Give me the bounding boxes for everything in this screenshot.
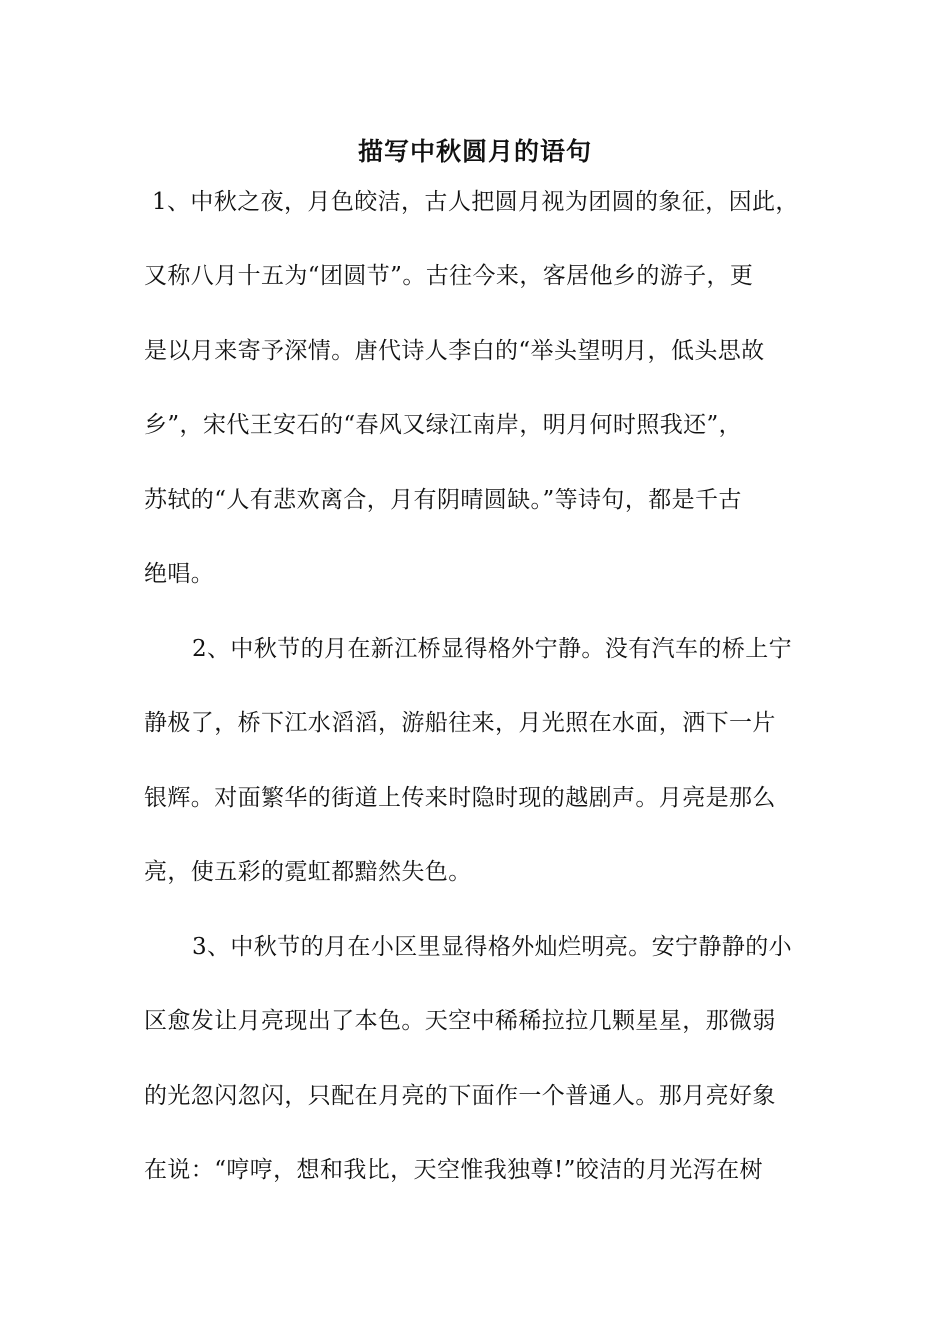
text-line: 1、中秋之夜，月色皎洁，古人把圆月视为团圆的象征，因此， [152,189,799,215]
text-line: 3、中秋节的月在小区里显得格外灿烂明亮。安宁静静的小 [192,934,793,960]
document-title: 描写中秋圆月的语句 [357,137,592,166]
text-line: 苏轼的“人有悲欢离合，月有阴晴圆缺。”等诗句，都是千古 [144,487,742,513]
text-line: 的光忽闪忽闪，只配在月亮的下面作一个普通人。那月亮好象 [144,1083,776,1109]
text-line: 绝唱。 [144,561,215,587]
text-line: 静极了，桥下江水滔滔，游船往来，月光照在水面，洒下一片 [144,710,776,736]
text-line: 区愈发让月亮现出了本色。天空中稀稀拉拉几颗星星，那微弱 [144,1008,776,1034]
text-line: 2、中秋节的月在新江桥显得格外宁静。没有汽车的桥上宁 [192,636,793,662]
text-line: 是以月来寄予深情。唐代诗人李白的“举头望明月，低头思故 [144,338,765,364]
text-line: 乡”，宋代王安石的“春风又绿江南岸，明月何时照我还”， [144,412,743,438]
text-line: 亮，使五彩的霓虹都黯然失色。 [144,859,472,885]
text-line: 银辉。对面繁华的街道上传来时隐时现的越剧声。月亮是那么 [144,785,776,811]
text-line: 又称八月十五为“团圆节”。古往今来，客居他乡的游子，更 [144,263,754,289]
text-line: 在说：“哼哼，想和我比，天空惟我独尊!”皎洁的月光泻在树 [144,1157,763,1183]
